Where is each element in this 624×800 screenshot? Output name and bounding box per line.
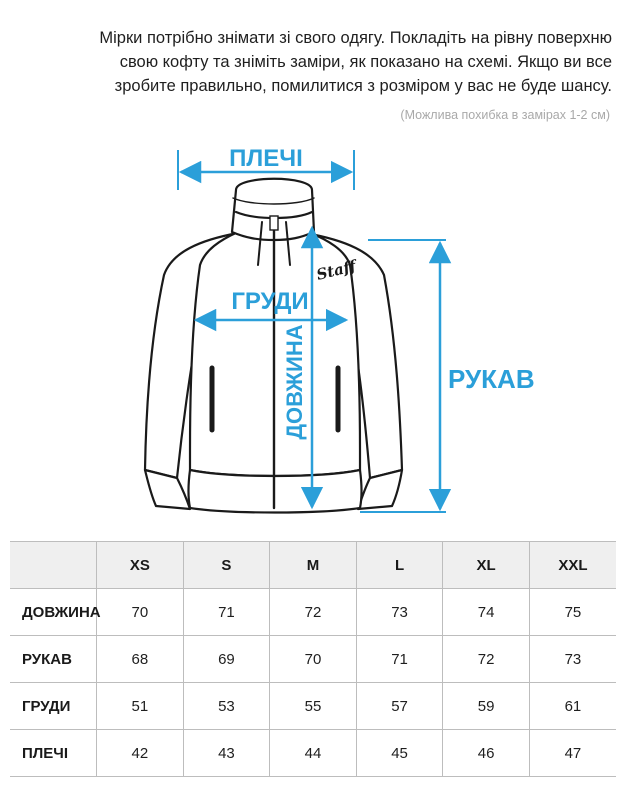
size-header: XL xyxy=(443,542,530,589)
size-header: L xyxy=(356,542,443,589)
table-cell: 74 xyxy=(443,589,530,636)
size-header-row xyxy=(10,542,616,589)
zipper-pull xyxy=(270,216,278,230)
table-cell: 47 xyxy=(529,730,616,777)
table-cell: 55 xyxy=(270,683,357,730)
table-cell: 73 xyxy=(356,589,443,636)
table-cell: 68 xyxy=(97,636,184,683)
size-header: S xyxy=(183,542,270,589)
label-length: ДОВЖИНА xyxy=(282,324,307,440)
intro-line: зробите правильно, помилитися з розміром у вас не буде шансу. xyxy=(114,77,612,95)
table-cell: 59 xyxy=(443,683,530,730)
table-cell: 71 xyxy=(183,589,270,636)
size-header: XS xyxy=(97,542,184,589)
size-header: M xyxy=(270,542,357,589)
label-shoulders: ПЛЕЧІ xyxy=(229,145,303,172)
table-cell: 51 xyxy=(97,683,184,730)
table-cell: 44 xyxy=(270,730,357,777)
table-row xyxy=(10,589,616,636)
table-row xyxy=(10,636,616,683)
table-cell: 46 xyxy=(443,730,530,777)
hoodie-measurement-diagram xyxy=(0,140,624,530)
size-header: XXL xyxy=(529,542,616,589)
table-cell: 71 xyxy=(356,636,443,683)
table-cell: 42 xyxy=(97,730,184,777)
row-label: ГРУДИ xyxy=(10,683,97,730)
row-label: ПЛЕЧІ xyxy=(10,730,97,777)
right-cuff xyxy=(358,470,402,509)
size-table xyxy=(10,541,616,777)
logo: Staff xyxy=(314,256,358,284)
measurement-error-note: (Можлива похибка в замірах 1-2 см) xyxy=(400,108,610,122)
table-cell: 45 xyxy=(356,730,443,777)
table-cell: 73 xyxy=(529,636,616,683)
table-cell: 43 xyxy=(183,730,270,777)
table-cell: 61 xyxy=(529,683,616,730)
table-cell: 70 xyxy=(270,636,357,683)
table-cell: 75 xyxy=(529,589,616,636)
intro-text xyxy=(20,26,612,98)
table-cell: 72 xyxy=(443,636,530,683)
table-cell: 72 xyxy=(270,589,357,636)
label-sleeve: РУКАВ xyxy=(448,364,535,394)
intro-line: Мірки потрібно знімати зі свого одягу. Покладіть на рівну поверхню xyxy=(99,29,612,47)
table-cell: 70 xyxy=(97,589,184,636)
table-row xyxy=(10,730,616,777)
row-label: ДОВЖИНА xyxy=(10,589,97,636)
left-cuff xyxy=(145,470,190,509)
row-label: РУКАВ xyxy=(10,636,97,683)
table-corner xyxy=(10,542,97,589)
intro-line: свою кофту та зніміть заміри, як показано на схемі. Якщо ви все xyxy=(119,53,612,71)
label-chest: ГРУДИ xyxy=(231,288,309,315)
table-cell: 53 xyxy=(183,683,270,730)
table-row xyxy=(10,683,616,730)
table-cell: 69 xyxy=(183,636,270,683)
table-cell: 57 xyxy=(356,683,443,730)
